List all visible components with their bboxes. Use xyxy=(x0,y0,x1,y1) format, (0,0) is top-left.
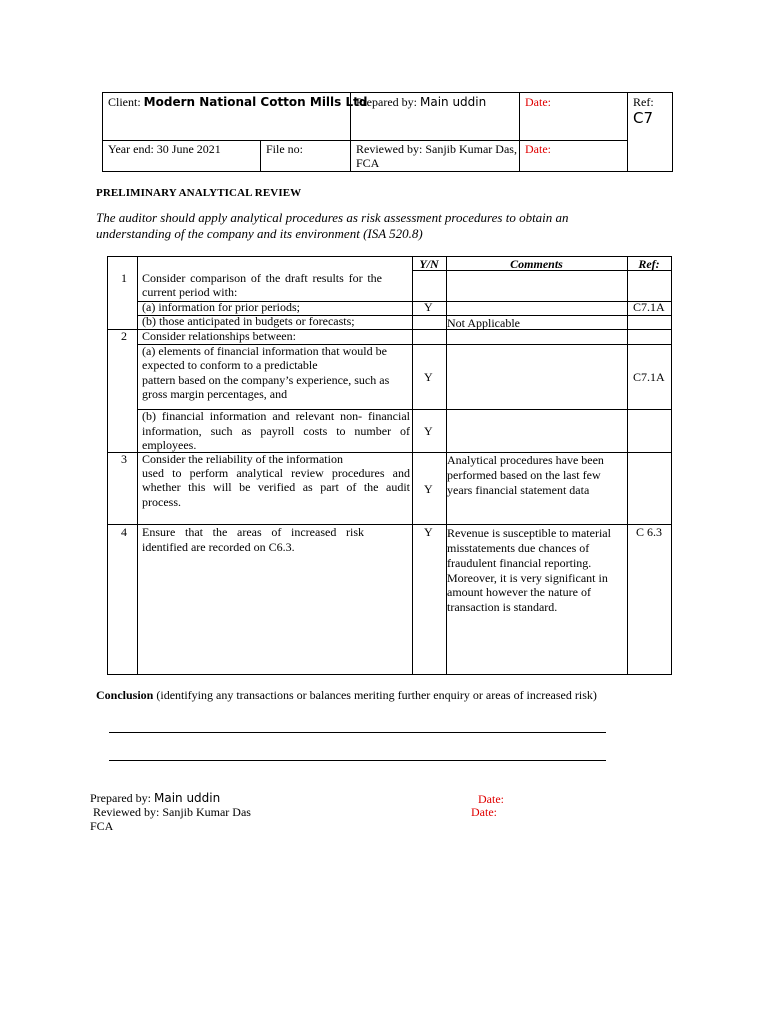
divider xyxy=(103,140,627,141)
client-name: Modern National Cotton Mills Ltd xyxy=(143,95,368,109)
footer-date: Date: xyxy=(471,805,497,819)
comment-text: years financial statement data xyxy=(447,483,590,497)
row-text: (b) those anticipated in budgets or forecasts; xyxy=(142,314,355,328)
row-number: 3 xyxy=(121,452,127,466)
page-title: PRELIMINARY ANALYTICAL REVIEW xyxy=(96,187,302,199)
yn-value: Y xyxy=(424,300,433,314)
yn-value: Y xyxy=(424,482,433,496)
row-number: 4 xyxy=(121,525,127,539)
divider xyxy=(519,93,520,171)
comment-text: transaction is standard. xyxy=(447,600,558,614)
client-cell xyxy=(108,95,367,109)
row-text: expected to conform to a predictable xyxy=(142,358,318,372)
divider xyxy=(137,257,138,674)
footer-prepared-label: Prepared by: xyxy=(90,791,151,805)
yn-value: Y xyxy=(424,370,433,384)
row-text: employees. xyxy=(142,438,197,452)
row-text: Consider relationships between: xyxy=(142,329,296,343)
prepared-by-cell xyxy=(356,95,486,109)
intro-line: understanding of the company and its environment (ISA 520.8) xyxy=(96,226,423,241)
conclusion-text: (identifying any transactions or balances meriting further enquiry or areas of increased risk) xyxy=(153,688,597,702)
date-label: Date: xyxy=(525,142,551,156)
row-text: process. xyxy=(142,495,181,509)
comment-text: amount however the nature of xyxy=(447,585,591,599)
prepared-by-label: Prepared by: xyxy=(356,95,417,109)
col-header-ref: Ref: xyxy=(638,257,660,271)
conclusion-label: Conclusion xyxy=(96,688,154,702)
conclusion xyxy=(96,688,597,703)
row-text: whether this will be verified as part of the audit xyxy=(142,480,410,494)
comment-text: Revenue is susceptible to material xyxy=(447,526,611,540)
footer-date: Date: xyxy=(478,792,504,806)
prepared-by-name: Main uddin xyxy=(419,95,487,109)
comment-text: Moreover, it is very significant in xyxy=(447,571,608,585)
ref-label: Ref: xyxy=(633,95,654,109)
header-table xyxy=(102,92,673,172)
row-text: current period with: xyxy=(142,285,238,299)
comment-text: Analytical procedures have been xyxy=(447,453,604,467)
row-text: (a) elements of financial information that would be xyxy=(142,344,387,358)
col-header-comments: Comments xyxy=(510,257,563,271)
divider xyxy=(627,257,628,674)
divider xyxy=(412,257,413,674)
row-text: (a) information for prior periods; xyxy=(142,300,300,314)
row-text: Ensure that the areas of increased risk xyxy=(142,525,364,539)
row-number: 1 xyxy=(121,271,127,285)
conclusion-line xyxy=(109,760,606,761)
year-end: Year end: 30 June 2021 xyxy=(108,142,221,156)
divider xyxy=(260,140,261,171)
row-number: 2 xyxy=(121,329,127,343)
footer-fca: FCA xyxy=(90,819,114,833)
review-table xyxy=(107,256,672,675)
row-text: identified are recorded on C6.3. xyxy=(142,540,295,554)
row-text: Consider the reliability of the information xyxy=(142,452,343,466)
row-text: (b) financial information and relevant non- financial xyxy=(142,409,410,423)
intro-text xyxy=(96,210,656,242)
col-header-yn: Y/N xyxy=(419,257,439,271)
comment-text: fraudulent financial reporting. xyxy=(447,556,592,570)
comment-text: performed based on the last few xyxy=(447,468,601,482)
footer-reviewed: Reviewed by: Sanjib Kumar Das xyxy=(90,805,251,819)
divider xyxy=(627,93,628,171)
footer-prepared xyxy=(90,791,220,805)
ref-value: C7.1A xyxy=(633,370,665,384)
ref-value: C 6.3 xyxy=(636,525,663,539)
yn-value: Y xyxy=(424,424,433,438)
conclusion-line xyxy=(109,732,606,733)
footer-prepared-name: Main uddin xyxy=(153,791,221,805)
row-text: information, such as payroll costs to number of xyxy=(142,424,410,438)
intro-line: The auditor should apply analytical procedures as risk assessment procedures to obtain an xyxy=(96,210,569,225)
ref-value: C7 xyxy=(633,109,654,127)
file-no: File no: xyxy=(266,142,304,156)
reviewed-by-line2: FCA xyxy=(356,156,380,170)
row-text: used to perform analytical review procedures and xyxy=(142,466,410,480)
row-text: Consider comparison of the draft results for the xyxy=(142,271,382,285)
yn-value: Y xyxy=(424,525,433,539)
row-text: pattern based on the company’s experience, such as xyxy=(142,373,390,387)
client-label: Client: xyxy=(108,95,141,109)
comment-text: misstatements due chances of xyxy=(447,541,590,555)
date-label: Date: xyxy=(525,95,551,109)
reviewed-by-line1: Reviewed by: Sanjib Kumar Das, xyxy=(356,142,517,156)
comment-text: Not Applicable xyxy=(447,316,520,330)
row-text: gross margin percentages, and xyxy=(142,387,288,401)
ref-value: C7.1A xyxy=(633,300,665,314)
